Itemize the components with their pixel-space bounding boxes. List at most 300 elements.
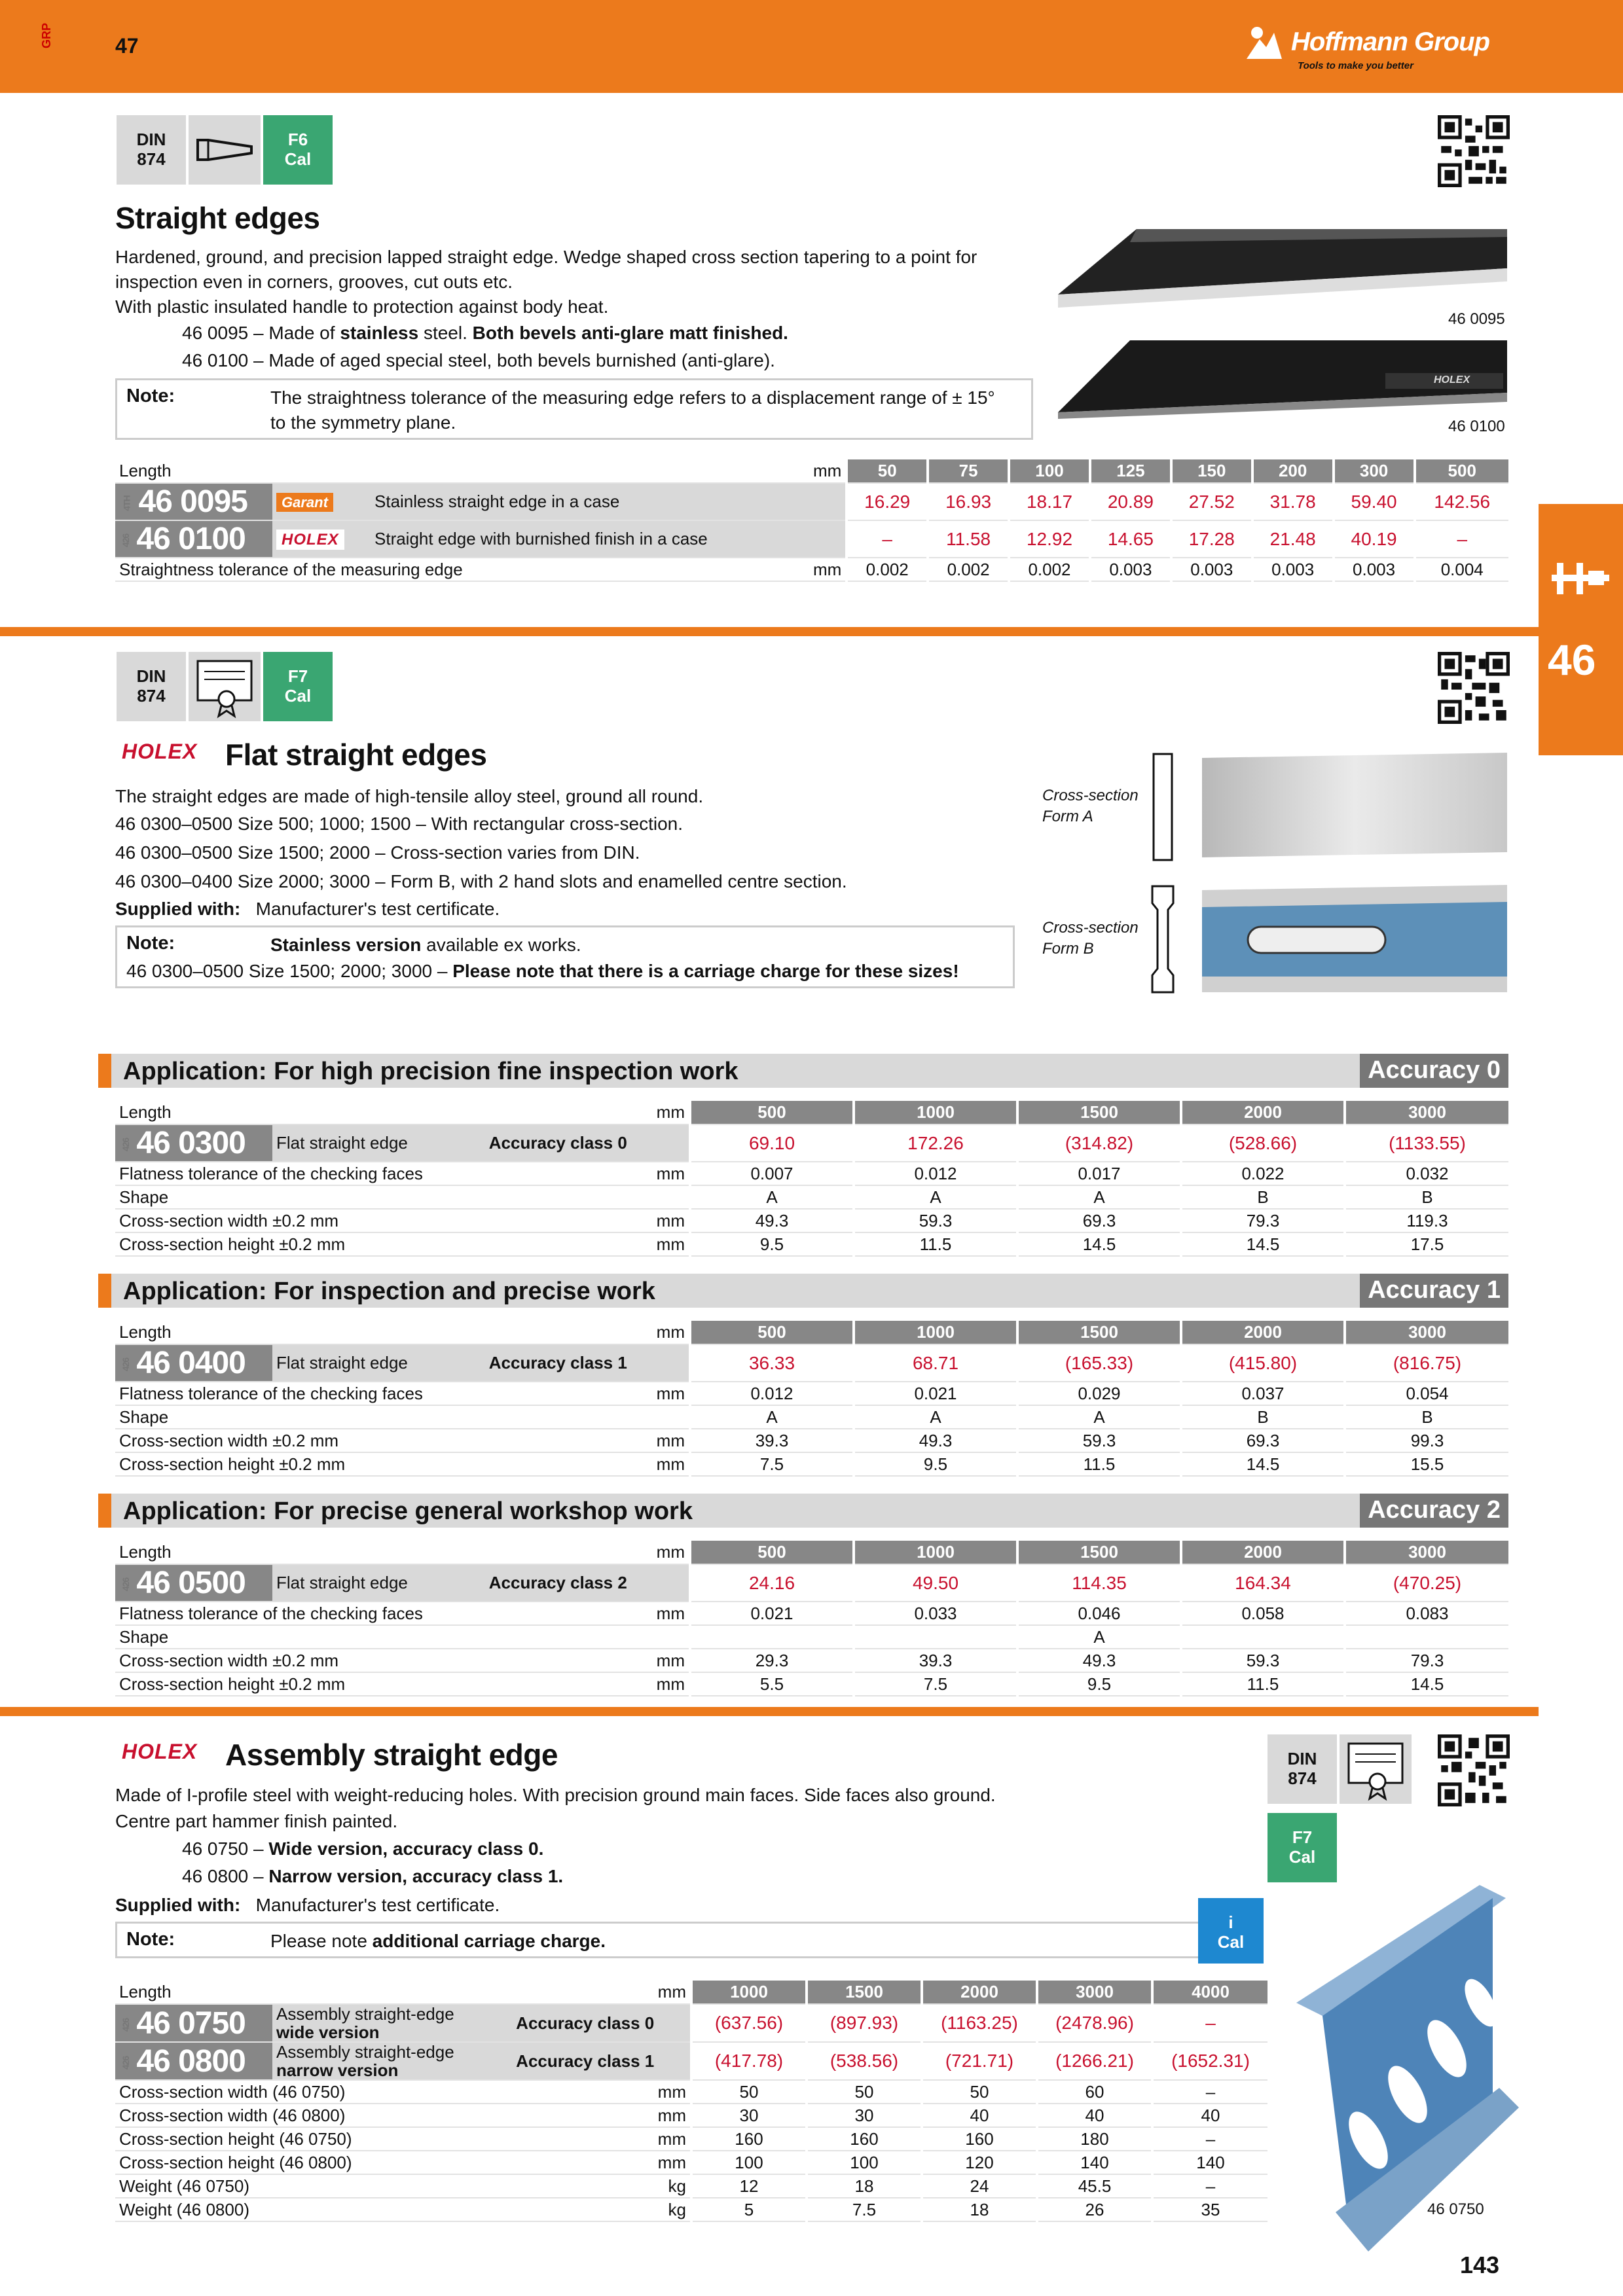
unit: mm (654, 2104, 691, 2127)
spec-value: 50 (691, 2080, 807, 2104)
table-row[interactable] (115, 520, 1508, 558)
table-row (115, 1405, 1508, 1429)
spec-value (1181, 1625, 1345, 1649)
price: (1652.31) (1152, 2042, 1267, 2080)
price: 59.40 (1334, 483, 1415, 520)
image-caption: 46 0095 (1448, 310, 1505, 328)
price: 27.52 (1171, 483, 1252, 520)
length-col: 2000 (1181, 1321, 1345, 1344)
table-row (115, 1602, 1508, 1625)
unit: mm (653, 1101, 690, 1124)
price: 36.33 (690, 1344, 854, 1382)
cross-section-b-icon (1150, 884, 1176, 995)
supplied-line: Supplied with: Manufacturer's test certificate. (115, 899, 500, 919)
spec-label: Flatness tolerance of the checking faces (115, 1602, 653, 1625)
spec-label: Shape (115, 1185, 653, 1209)
description-line: Centre part hammer finish painted. (115, 1811, 398, 1831)
application-title: Application: For precise general workshop work (123, 1498, 693, 1525)
hoffmann-logo-icon (1244, 25, 1283, 62)
price: (721.71) (922, 2042, 1037, 2080)
price: 17.28 (1171, 520, 1252, 558)
spec-value: 0.083 (1345, 1602, 1508, 1625)
section-title: Flat straight edges (225, 738, 487, 772)
spec-value: 24 (922, 2174, 1037, 2198)
application-title: Application: For inspection and precise work (123, 1278, 655, 1305)
spec-value: 60 (1037, 2080, 1152, 2104)
spec-value: 140 (1152, 2151, 1267, 2174)
price: (816.75) (1345, 1344, 1508, 1382)
price: (417.78) (691, 2042, 807, 2080)
table-row[interactable] (115, 2042, 1267, 2080)
table-row[interactable] (115, 1344, 1508, 1382)
unit: mm (653, 1541, 690, 1564)
spec-label: Straightness tolerance of the measuring edge (115, 558, 809, 581)
spec-value: 59.3 (854, 1209, 1017, 1232)
spec-value: 79.3 (1345, 1649, 1508, 1672)
note-label: Note: (126, 1929, 175, 1950)
spec-value: 79.3 (1181, 1209, 1345, 1232)
unit: mm (654, 2080, 691, 2104)
note-box (115, 925, 1015, 988)
spec-value: 59.3 (1017, 1429, 1181, 1452)
unit: mm (653, 1672, 690, 1696)
table-row (115, 2127, 1267, 2151)
spec-value: A (1017, 1185, 1181, 1209)
page-number: 143 (1460, 2251, 1500, 2278)
note-text: The straightness tolerance of the measuring edge refers to a displacement range of ± 15° to the symmetry plane. (270, 387, 995, 433)
description-line: 46 0300–0400 Size 2000; 3000 – Form B, with 2 hand slots and enamelled centre section. (115, 871, 847, 891)
spec-value: 0.002 (1009, 558, 1090, 581)
note-text: 46 0300–0500 Size 1500; 2000; 3000 – Please note that there is a carriage charge for these sizes! (126, 961, 959, 981)
price: – (1152, 2004, 1267, 2042)
table-row[interactable] (115, 1564, 1508, 1602)
spec-value: 180 (1037, 2127, 1152, 2151)
article-description: Assembly straight-edge wide version (272, 2004, 512, 2042)
length-col: 1500 (807, 1981, 922, 2004)
info-calibration-badge: i Cal (1198, 1898, 1264, 1964)
length-col: 150 (1171, 459, 1252, 483)
length-col: 300 (1334, 459, 1415, 483)
length-col: 1000 (854, 1101, 1017, 1124)
spec-label: Weight (46 0800) (115, 2198, 654, 2221)
din-badge: DIN 874 (117, 652, 186, 721)
article-description: Flat straight edge (272, 1564, 485, 1602)
table-row (115, 2174, 1267, 2198)
spec-value: 0.003 (1171, 558, 1252, 581)
spec-value: 100 (691, 2151, 807, 2174)
spec-label: Cross-section height ±0.2 mm (115, 1672, 653, 1696)
spec-value: 7.5 (854, 1672, 1017, 1696)
spec-value: – (1152, 2080, 1267, 2104)
note-box (115, 378, 1033, 440)
brand-name: Hoffmann Group (1291, 27, 1490, 56)
price: (165.33) (1017, 1344, 1181, 1382)
unit: mm (653, 1209, 690, 1232)
spec-value: 0.012 (854, 1162, 1017, 1185)
spec-value: 14.5 (1181, 1452, 1345, 1476)
price: 172.26 (854, 1124, 1017, 1162)
brand-logo (1244, 24, 1506, 76)
unit: kg (654, 2174, 691, 2198)
spec-value: 12 (691, 2174, 807, 2198)
spec-value (690, 1625, 854, 1649)
price: (470.25) (1345, 1564, 1508, 1602)
cross-section-a-icon (1150, 751, 1176, 863)
unit (653, 1185, 690, 1209)
spec-label: Cross-section height (46 0750) (115, 2127, 654, 2151)
image-caption: 46 0750 (1427, 2200, 1484, 2218)
cross-section-label: Cross-section Form A (1042, 787, 1139, 825)
article-description: Straight edge with burnished finish in a case (371, 520, 847, 558)
certificate-icon (1340, 1734, 1412, 1804)
price: 20.89 (1090, 483, 1171, 520)
length-col: 500 (1415, 459, 1509, 483)
spec-label: Cross-section width ±0.2 mm (115, 1209, 653, 1232)
spec-value: 14.5 (1345, 1672, 1508, 1696)
length-col: 1500 (1017, 1541, 1181, 1564)
unit: mm (653, 1452, 690, 1476)
price: (2478.96) (1037, 2004, 1152, 2042)
price: (637.56) (691, 2004, 807, 2042)
spec-label: Cross-section width ±0.2 mm (115, 1649, 653, 1672)
length-col: 75 (928, 459, 1009, 483)
spec-value: 0.002 (928, 558, 1009, 581)
article-description: Stainless straight edge in a case (371, 483, 847, 520)
unit: mm (654, 2127, 691, 2151)
qr-code-icon (1438, 1734, 1510, 1806)
product-table (115, 1541, 1508, 1696)
length-col: 2000 (1181, 1541, 1345, 1564)
application-bar (98, 1054, 1508, 1088)
certificate-icon (189, 652, 261, 721)
qr-code-icon (1438, 652, 1510, 724)
spec-value: B (1181, 1405, 1345, 1429)
price: 142.56 (1415, 483, 1509, 520)
spec-value: 39.3 (690, 1429, 854, 1452)
spec-value: 18 (922, 2198, 1037, 2221)
straight-edge-image (1058, 216, 1507, 308)
spec-value: 14.5 (1181, 1232, 1345, 1256)
table-row (115, 1625, 1508, 1649)
spec-value: 0.003 (1334, 558, 1415, 581)
unit: mm (654, 1981, 691, 2004)
table-row (115, 1649, 1508, 1672)
price: 68.71 (854, 1344, 1017, 1382)
spec-value: 0.037 (1181, 1382, 1345, 1405)
spec-value: A (854, 1185, 1017, 1209)
table-row (115, 1382, 1508, 1405)
spec-value: 99.3 (1345, 1429, 1508, 1452)
spec-value: 5 (691, 2198, 807, 2221)
spec-value: 30 (807, 2104, 922, 2127)
flat-edge-a-image (1202, 753, 1507, 857)
description-line: With plastic insulated handle to protection against body heat. (115, 296, 609, 317)
unit: mm (653, 1649, 690, 1672)
table-row (115, 1162, 1508, 1185)
supplied-line: Supplied with: Manufacturer's test certificate. (115, 1895, 500, 1915)
variant-line: 46 0100 – Made of aged special steel, both bevels burnished (anti-glare). (182, 350, 775, 370)
spec-value: 50 (807, 2080, 922, 2104)
spec-value: A (1017, 1625, 1181, 1649)
length-col: 500 (690, 1541, 854, 1564)
spec-value: 5.5 (690, 1672, 854, 1696)
holex-logo: HOLEX (276, 529, 344, 550)
spec-value: A (690, 1185, 854, 1209)
accuracy-class: Accuracy class 0 (485, 1124, 690, 1162)
length-col: 1000 (691, 1981, 807, 2004)
spec-value: 69.3 (1181, 1429, 1345, 1452)
spec-value: 11.5 (854, 1232, 1017, 1256)
spec-value: B (1181, 1185, 1345, 1209)
price: 18.17 (1009, 483, 1090, 520)
spec-value: 140 (1037, 2151, 1152, 2174)
spec-value: A (1017, 1405, 1181, 1429)
price: – (847, 520, 928, 558)
category-tag: GRP (40, 22, 54, 49)
spec-value: 0.046 (1017, 1602, 1181, 1625)
unit: mm (653, 1162, 690, 1185)
calibration-badge: F7 Cal (1267, 1813, 1337, 1882)
spec-value: 9.5 (1017, 1672, 1181, 1696)
accuracy-badge: Accuracy 0 (1360, 1054, 1508, 1088)
unit: mm (653, 1321, 690, 1344)
cross-section-label: Cross-section Form B (1042, 919, 1139, 958)
product-table (115, 1981, 1267, 2222)
article-description: Flat straight edge (272, 1124, 485, 1162)
qr-code-icon (1438, 115, 1510, 187)
flat-edge-b-image (1202, 885, 1507, 992)
spec-label: Cross-section width (46 0800) (115, 2104, 654, 2127)
length-label: Length (115, 459, 809, 483)
caliper-icon (1548, 559, 1613, 598)
spec-label: Cross-section width (46 0750) (115, 2080, 654, 2104)
price: (538.56) (807, 2042, 922, 2080)
description-line: Made of I-profile steel with weight-reducing holes. With precision ground main faces. Side faces also ground. (115, 1785, 996, 1805)
calibration-badge: F6 Cal (263, 115, 333, 185)
holex-logo: HOLEX (122, 740, 198, 763)
spec-value: 49.3 (1017, 1649, 1181, 1672)
table-row[interactable] (115, 1124, 1508, 1162)
description-line: Hardened, ground, and precision lapped straight edge. Wedge shaped cross section tapering to a point for (115, 247, 977, 267)
price: 12.92 (1009, 520, 1090, 558)
spec-value: 35 (1152, 2198, 1267, 2221)
length-col: 100 (1009, 459, 1090, 483)
table-row (115, 1672, 1508, 1696)
spec-value: 69.3 (1017, 1209, 1181, 1232)
variant-line: 46 0800 – Narrow version, accuracy class 1. (182, 1866, 564, 1886)
spec-value: – (1152, 2174, 1267, 2198)
spec-value: 0.022 (1181, 1162, 1345, 1185)
article-number: 426 46 0300 (115, 1124, 272, 1162)
note-box (115, 1922, 1202, 1958)
table-row[interactable] (115, 2004, 1267, 2042)
spec-label: Cross-section height ±0.2 mm (115, 1232, 653, 1256)
note-label: Note: (126, 386, 175, 406)
spec-value: 9.5 (854, 1452, 1017, 1476)
spec-label: Cross-section height (46 0800) (115, 2151, 654, 2174)
spec-value: 45.5 (1037, 2174, 1152, 2198)
spec-label: Weight (46 0750) (115, 2174, 654, 2198)
spec-value: 40 (1037, 2104, 1152, 2127)
accuracy-badge: Accuracy 2 (1360, 1494, 1508, 1528)
spec-value: – (1152, 2127, 1267, 2151)
variant-line: 46 0095 – Made of stainless steel. Both bevels anti-glare matt finished. (182, 323, 788, 343)
spec-value: 49.3 (854, 1429, 1017, 1452)
unit (653, 1625, 690, 1649)
table-row (115, 1429, 1508, 1452)
length-col: 3000 (1345, 1101, 1508, 1124)
page-header (0, 0, 1623, 93)
note-text: Please note additional carriage charge. (270, 1931, 606, 1951)
chapter-number: 46 (1548, 636, 1596, 684)
spec-value: 11.5 (1017, 1452, 1181, 1476)
holex-logo: HOLEX (122, 1740, 198, 1763)
image-caption: 46 0100 (1448, 418, 1505, 435)
spec-value: 0.004 (1415, 558, 1509, 581)
bar-marker (98, 1054, 111, 1088)
spec-value: 0.032 (1345, 1162, 1508, 1185)
table-row (115, 2080, 1267, 2104)
spec-value: A (690, 1405, 854, 1429)
section-title: Assembly straight edge (225, 1738, 558, 1772)
price: (1133.55) (1345, 1124, 1508, 1162)
table-row (115, 1209, 1508, 1232)
article-number: 426 46 0800 (115, 2042, 272, 2080)
application-bar (98, 1494, 1508, 1528)
table-row (115, 1185, 1508, 1209)
length-col: 3000 (1345, 1321, 1508, 1344)
spec-value (854, 1625, 1017, 1649)
spec-value: 18 (807, 2174, 922, 2198)
price: 164.34 (1181, 1564, 1345, 1602)
spec-value: B (1345, 1185, 1508, 1209)
price: (528.66) (1181, 1124, 1345, 1162)
accuracy-class: Accuracy class 1 (512, 2042, 691, 2080)
article-number: 426 46 0400 (115, 1344, 272, 1382)
unit: mm (809, 558, 847, 581)
application-bar (98, 1274, 1508, 1308)
length-col: 1500 (1017, 1321, 1181, 1344)
spec-value: 0.007 (690, 1162, 854, 1185)
description-line: The straight edges are made of high-tensile alloy steel, ground all round. (115, 786, 704, 806)
accuracy-class: Accuracy class 2 (485, 1564, 690, 1602)
spec-value: 49.3 (690, 1209, 854, 1232)
spec-value: 0.002 (847, 558, 928, 581)
spec-value: 59.3 (1181, 1649, 1345, 1672)
price: (1163.25) (922, 2004, 1037, 2042)
calibration-badge: F7 Cal (263, 652, 333, 721)
spec-value: 0.003 (1252, 558, 1334, 581)
unit: mm (653, 1429, 690, 1452)
note-text: Stainless version available ex works. (270, 935, 581, 955)
unit: mm (809, 459, 847, 483)
price: 69.10 (690, 1124, 854, 1162)
product-table (115, 459, 1508, 582)
length-label: Length (115, 1321, 653, 1344)
page-left-number: 47 (115, 34, 139, 58)
spec-value: 0.029 (1017, 1382, 1181, 1405)
accuracy-badge: Accuracy 1 (1360, 1274, 1508, 1308)
spec-value: 0.003 (1090, 558, 1171, 581)
table-row[interactable] (115, 483, 1508, 520)
article-description: Flat straight edge (272, 1344, 485, 1382)
price: 14.65 (1090, 520, 1171, 558)
spec-value: 30 (691, 2104, 807, 2127)
length-col: 3000 (1037, 1981, 1152, 2004)
description-line: 46 0300–0500 Size 1500; 2000 – Cross-section varies from DIN. (115, 842, 640, 863)
spec-value: 0.033 (854, 1602, 1017, 1625)
table-row (115, 2151, 1267, 2174)
spec-value: A (854, 1405, 1017, 1429)
description-line: 46 0300–0500 Size 500; 1000; 1500 – With rectangular cross-section. (115, 814, 684, 834)
spec-value: 160 (691, 2127, 807, 2151)
length-col: 3000 (1345, 1541, 1508, 1564)
article-number: 426 46 0100 (115, 520, 272, 558)
chapter-tab[interactable] (1539, 504, 1623, 755)
accuracy-class: Accuracy class 0 (512, 2004, 691, 2042)
length-label: Length (115, 1101, 653, 1124)
price: 21.48 (1252, 520, 1334, 558)
length-col: 50 (847, 459, 928, 483)
section-divider (0, 627, 1539, 636)
length-col: 1000 (854, 1541, 1017, 1564)
spec-value: 0.021 (690, 1602, 854, 1625)
din-badge: DIN 874 (117, 115, 186, 185)
garant-logo: Garant (276, 493, 333, 512)
length-col: 2000 (1181, 1101, 1345, 1124)
price: 24.16 (690, 1564, 854, 1602)
price: 31.78 (1252, 483, 1334, 520)
spec-label: Flatness tolerance of the checking faces (115, 1382, 653, 1405)
length-col: 200 (1252, 459, 1334, 483)
unit: kg (654, 2198, 691, 2221)
price: (897.93) (807, 2004, 922, 2042)
spec-value: 0.017 (1017, 1162, 1181, 1185)
table-row (115, 1232, 1508, 1256)
price: 114.35 (1017, 1564, 1181, 1602)
length-col: 2000 (922, 1981, 1037, 2004)
variant-line: 46 0750 – Wide version, accuracy class 0. (182, 1839, 544, 1859)
i-beam-image (1296, 1885, 1519, 2251)
spec-value: 0.021 (854, 1382, 1017, 1405)
spec-value: 0.012 (690, 1382, 854, 1405)
spec-value: B (1345, 1405, 1508, 1429)
spec-value: 7.5 (690, 1452, 854, 1476)
spec-label: Flatness tolerance of the checking faces (115, 1162, 653, 1185)
din-badge: DIN 874 (1267, 1734, 1337, 1804)
spec-label: Shape (115, 1625, 653, 1649)
length-label: Length (115, 1981, 654, 2004)
spec-value: 7.5 (807, 2198, 922, 2221)
table-row (115, 2104, 1267, 2127)
spec-value: 160 (807, 2127, 922, 2151)
article-number: 426 46 0500 (115, 1564, 272, 1602)
length-col: 125 (1090, 459, 1171, 483)
wedge-profile-icon (189, 115, 261, 185)
spec-value: 26 (1037, 2198, 1152, 2221)
product-table (115, 1101, 1508, 1257)
price: 16.93 (928, 483, 1009, 520)
accuracy-class: Accuracy class 1 (485, 1344, 690, 1382)
unit: mm (654, 2151, 691, 2174)
bar-marker (98, 1274, 111, 1308)
section-title: Straight edges (115, 201, 320, 235)
spec-value: 39.3 (854, 1649, 1017, 1672)
spec-value: 15.5 (1345, 1452, 1508, 1476)
spec-value: 50 (922, 2080, 1037, 2104)
unit (653, 1405, 690, 1429)
unit: mm (653, 1232, 690, 1256)
